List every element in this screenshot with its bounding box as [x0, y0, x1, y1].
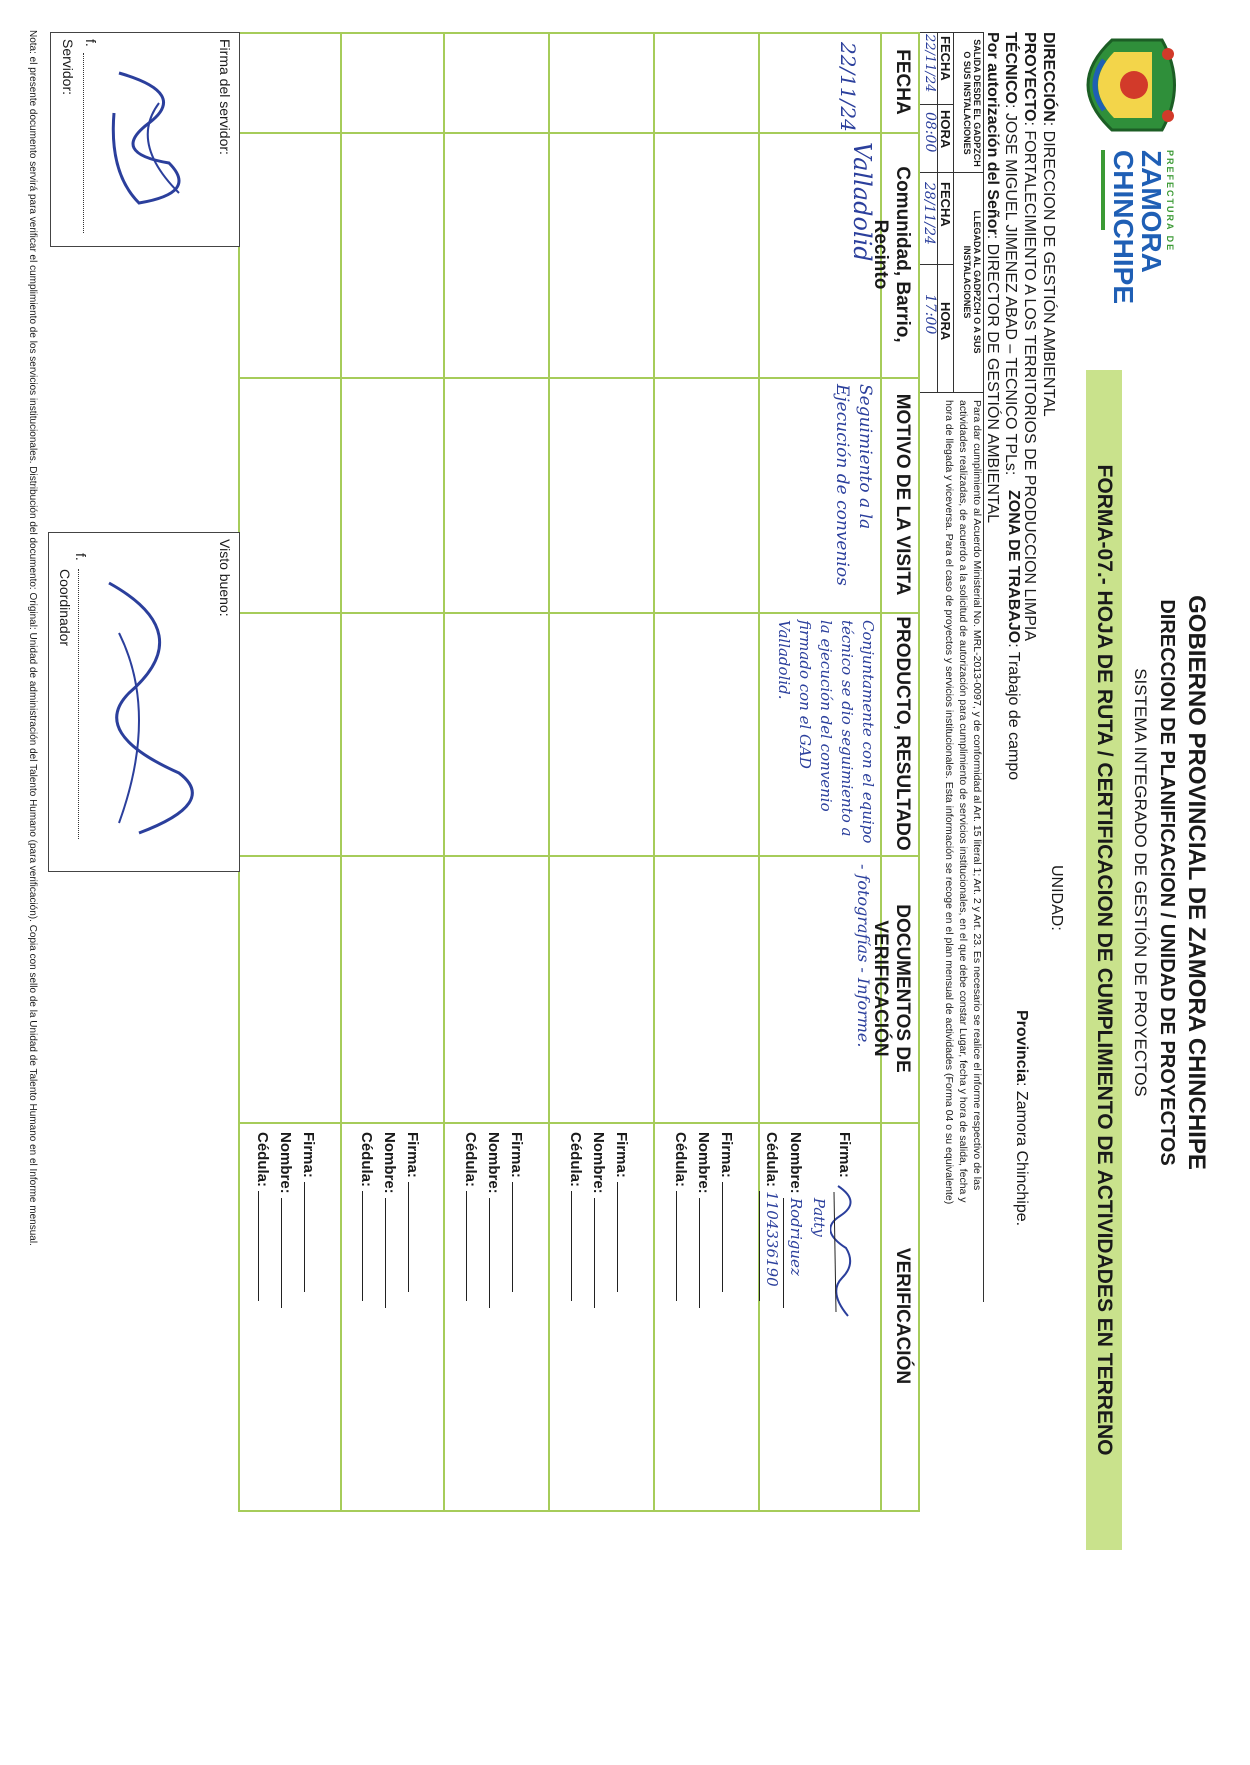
row1-fecha: 22/11/24	[836, 42, 860, 132]
row6-nombre-label: Nombre:	[277, 1132, 294, 1194]
logo-line-2: CHINCHIPE	[1108, 150, 1139, 305]
row4-verificacion	[459, 1132, 528, 1308]
row2-firma-label: Firma:	[718, 1132, 735, 1178]
logo-prefix: PREFECTURA DE	[1165, 150, 1175, 253]
row6-verificacion	[251, 1132, 320, 1308]
row6-cedula-label: Cédula:	[254, 1132, 271, 1188]
proyecto-line	[1020, 32, 1038, 641]
row2-cedula-label: Cédula:	[672, 1132, 689, 1188]
salida-fecha-header: FECHA	[938, 36, 953, 81]
proyecto-value: : FORTALECIMIENTO A LOS TERRITORIOS DE PRODUCCION LIMPIA	[1021, 121, 1038, 642]
row2-firma-line	[722, 1182, 738, 1292]
col-header-documentos: DOCUMENTOS DE VERIFICACIÓN	[870, 904, 913, 1073]
unidad-label: UNIDAD:	[1048, 865, 1065, 931]
llegada-hora-value: 17:00	[922, 294, 938, 335]
col-header-comunidad: Comunidad, Barrio, Recinto	[870, 166, 913, 343]
row2-cedula-line	[676, 1191, 692, 1301]
document-title-department: DIRECCION DE PLANIFICACION / UNIDAD DE PROYECTOS	[1156, 599, 1178, 1166]
legal-note-text: Para dar cumplimiento al Acuerdo Ministerial No. MRL-2013-0097, y de conformidad al Art. 15 literal 1; Art. 2 y Art. 23. Es necesario se realice el informe respectivo de las actividades realizadas, de acuerdo a la solicitud de autorización para cumplimiento de servicios institucionales, en el que debe constar Lugar, fecha y hora de salida, fecha y hora de llegada y viceversa. Para el caso de proyectos y servicios institucionales. Esta información se recoge en el plan mensual de actividades (Forma 04 o su equivalente)	[943, 400, 983, 1205]
direccion-value: : DIRECCION DE GESTIÓN AMBIENTAL	[1040, 121, 1057, 417]
row5-cedula-label: Cédula:	[358, 1132, 375, 1188]
autorizacion-label: Por autorización del Señor	[984, 32, 1001, 235]
row6-firma-line	[304, 1182, 320, 1292]
document-footnote: Nota: el presente documento servirá para verificar el cumplimiento de los servicios institucionales. Distribución del documento: Original: Unidad de administración del Talento Humano (para verificación). Copia con sello de la Unidad de Talento Humano en el Informe mensual.	[27, 30, 38, 1246]
logo-line-1: ZAMORA	[1136, 150, 1167, 273]
row4-nombre-line	[489, 1198, 505, 1308]
proyecto-label: PROYECTO	[1021, 32, 1038, 122]
direccion-line	[1039, 32, 1057, 417]
provincia-label: Provincia	[1013, 1010, 1030, 1083]
llegada-header: LLEGADA AL GADPZCH O A SUS INSTALACIONES	[962, 210, 982, 354]
row5-nombre-line	[385, 1198, 401, 1308]
row1-nombre-label: Nombre:	[787, 1132, 804, 1194]
logo-underline	[1101, 150, 1105, 230]
row3-verificacion	[564, 1132, 633, 1308]
salida-hora-value: 08:00	[922, 112, 938, 153]
row1-firma-label: Firma:	[836, 1132, 854, 1178]
row3-firma-label: Firma:	[613, 1132, 630, 1178]
zona-value: : Trabajo de campo	[1005, 643, 1022, 781]
unidad-line	[1047, 865, 1065, 931]
provincia-value: : Zamora Chinchipe.	[1013, 1082, 1030, 1227]
visto-bueno-label: Visto bueno:	[217, 539, 233, 617]
tecnico-value: : JOSE MIGUEL JIMENEZ ABAD – TECNICO TPLs:	[1002, 104, 1019, 476]
llegada-hora-header: HORA	[938, 302, 953, 341]
zona-label: ZONA DE TRABAJO	[1005, 490, 1022, 644]
salida-header: SALIDA DESDE EL GADPZCH O SUS INSTALACIONES	[962, 39, 982, 167]
col-header-motivo: MOTIVO DE LA VISITA	[892, 393, 913, 596]
row1-cedula-value: 1104336190	[759, 1191, 783, 1301]
col-header-verificacion: VERIFICACIÓN	[892, 1247, 913, 1385]
row1-producto: Conjuntamente con el equipo técnico se dio seguimiento a la ejecución del convenio firmado con el GAD Valladolid.	[775, 620, 877, 844]
servidor-f-label: f.	[83, 39, 99, 47]
row3-firma-line	[617, 1182, 633, 1292]
col-header-producto: PRODUCTO, RESULTADO	[892, 616, 913, 851]
coordinador-handwritten-signature-icon	[89, 573, 219, 853]
servidor-role-label: Servidor:	[60, 39, 76, 96]
row1-motivo: Seguimiento a la Ejecución de convenios	[832, 384, 875, 586]
row4-nombre-label: Nombre:	[485, 1132, 502, 1194]
servidor-signature-box	[50, 32, 240, 247]
row2-nombre-label: Nombre:	[695, 1132, 712, 1194]
row6-nombre-line	[281, 1198, 297, 1308]
autorizacion-line	[983, 32, 1001, 523]
salida-fecha-value: 22/11/24	[922, 34, 937, 93]
row1-verificacion	[759, 1132, 858, 1322]
autorizacion-value: : DIRECTOR DE GESTIÓN AMBIENTAL	[984, 234, 1001, 524]
activities-table	[140, 32, 920, 1512]
tecnico-label: TÉCNICO	[1002, 32, 1019, 104]
row6-cedula-line	[258, 1191, 274, 1301]
row3-nombre-line	[594, 1198, 610, 1308]
coordinador-signature-box	[48, 532, 240, 872]
row4-cedula-line	[466, 1191, 482, 1301]
row5-firma-line	[408, 1182, 424, 1292]
row5-cedula-line	[362, 1191, 378, 1301]
servidor-signature-label: Firma del servidor:	[217, 39, 233, 155]
salida-hora-header: HORA	[938, 110, 953, 149]
llegada-fecha-value: 28/11/24	[921, 182, 937, 245]
row4-firma-line	[512, 1182, 528, 1292]
row1-cedula-label: Cédula:	[763, 1132, 780, 1188]
document-title-system: SISTEMA INTEGRADO DE GESTIÓN DE PROYECTOS	[1131, 668, 1150, 1097]
servidor-signature-line	[83, 53, 84, 233]
row1-signature-icon	[830, 1182, 858, 1322]
document-title-organization: GOBIERNO PROVINCIAL DE ZAMORA CHINCHIPE	[1183, 595, 1210, 1170]
coordinador-signature-line	[78, 569, 79, 839]
direccion-label: DIRECCIÓN	[1040, 32, 1057, 122]
row4-cedula-label: Cédula:	[462, 1132, 479, 1188]
coordinador-role-label: Coordinador	[57, 569, 73, 647]
row3-nombre-label: Nombre:	[590, 1132, 607, 1194]
llegada-fecha-header: FECHA	[938, 182, 953, 227]
row1-comunidad: Valladolid	[848, 142, 876, 262]
row5-firma-label: Firma:	[404, 1132, 421, 1178]
form-title-band: FORMA-07.- HOJA DE RUTA / CERTIFICACION DE CUMPLIMIENTO DE ACTIVIDADES EN TERRENO	[1086, 370, 1122, 1550]
row4-firma-label: Firma:	[508, 1132, 525, 1178]
row3-cedula-label: Cédula:	[567, 1132, 584, 1188]
row1-documentos: - fotografías - Informe.	[854, 864, 873, 1048]
row5-verificacion	[355, 1132, 424, 1308]
zona-line	[1004, 490, 1022, 780]
row2-verificacion	[669, 1132, 738, 1308]
row2-nombre-line	[699, 1198, 715, 1308]
provincia-line	[1012, 1010, 1030, 1226]
row3-cedula-line	[571, 1191, 587, 1301]
row5-nombre-label: Nombre:	[381, 1132, 398, 1194]
coordinador-f-label: f.	[73, 553, 89, 561]
col-header-fecha: FECHA	[892, 49, 913, 115]
row6-firma-label: Firma:	[300, 1132, 317, 1178]
tecnico-line	[1001, 32, 1019, 475]
row1-nombre-value: Patty Rodriguez	[783, 1198, 830, 1308]
servidor-handwritten-signature-icon	[99, 53, 209, 233]
